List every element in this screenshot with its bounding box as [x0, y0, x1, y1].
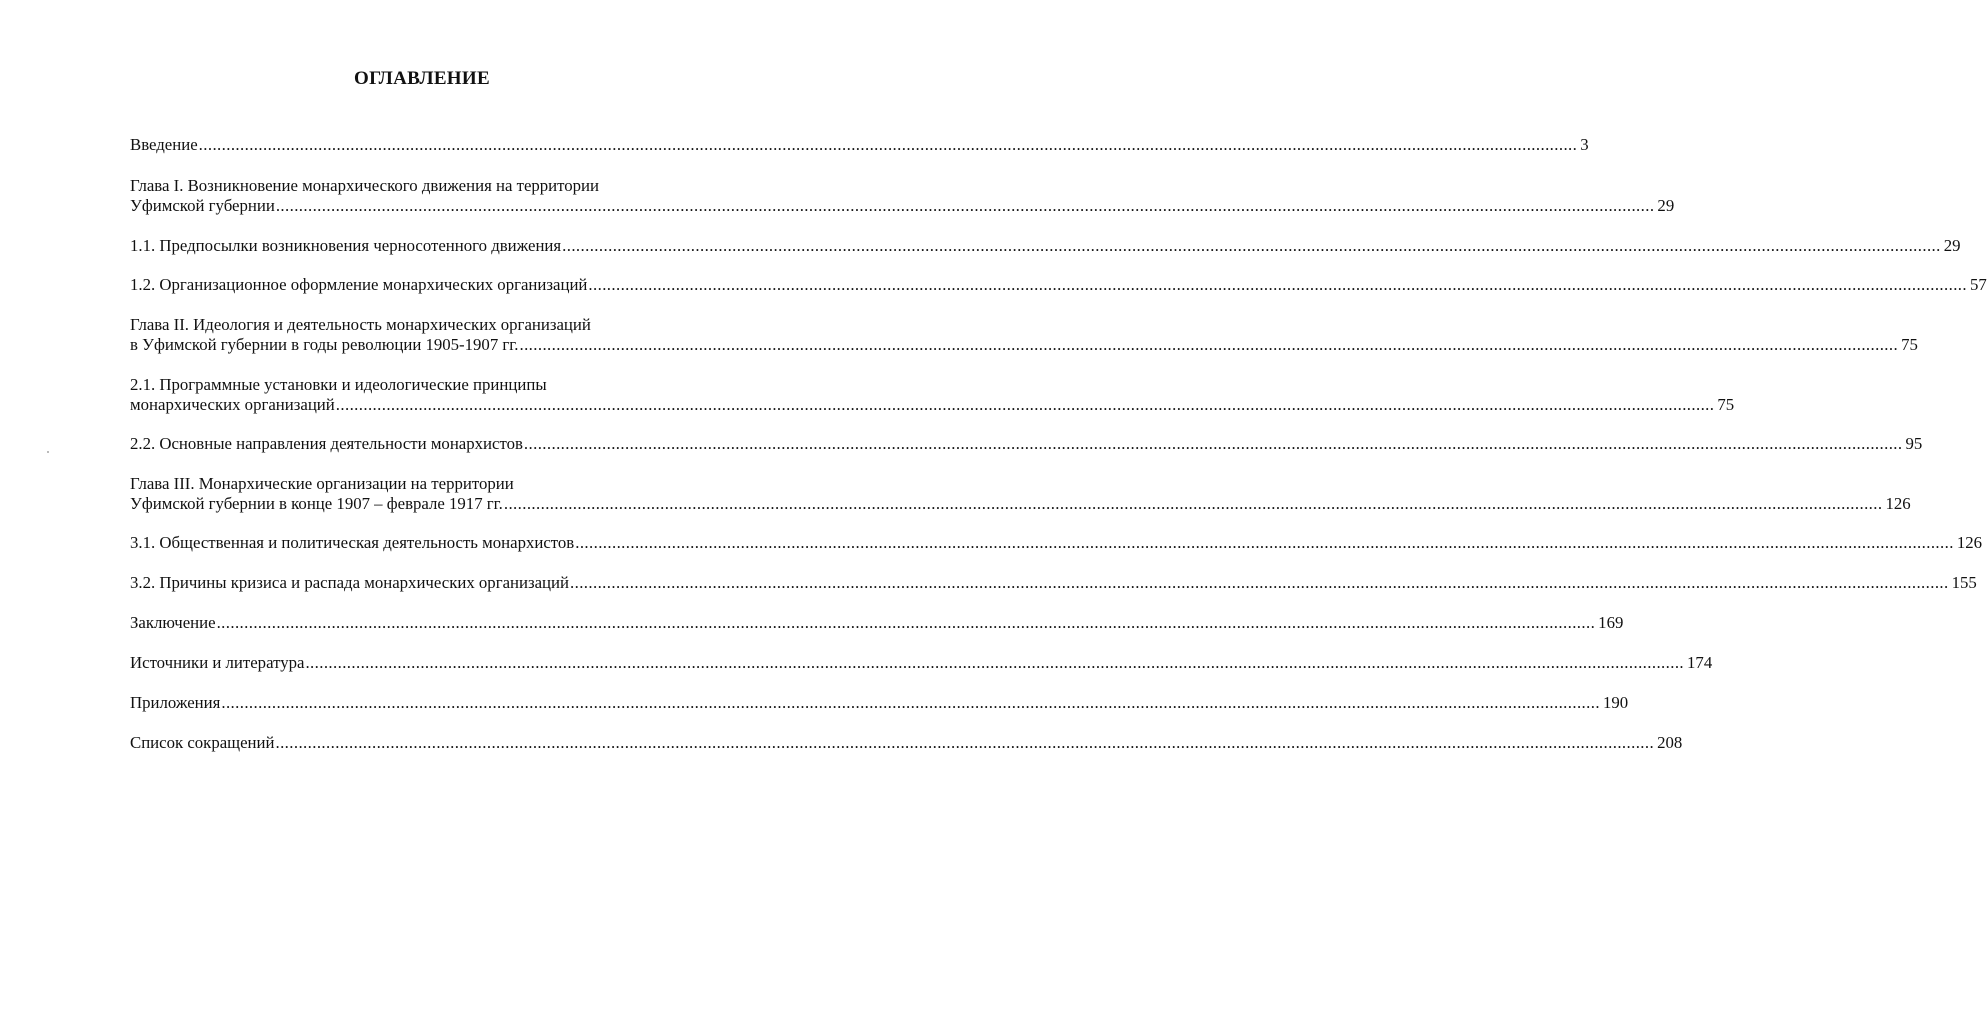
- toc-entry-conclusion: [130, 613, 1624, 633]
- toc-page-number: 57: [1970, 275, 1987, 294]
- dot-leader: ............................................................................................................................................................................................................................................................................................................: [305, 653, 1685, 672]
- toc-entry-section-1-2: [130, 275, 1987, 295]
- toc-entry-title: Глава II. Идеология и деятельность монархических организаций: [130, 315, 591, 334]
- toc-entry-title-cont: Уфимской губернии: [130, 196, 275, 215]
- toc-page-number: 75: [1901, 335, 1918, 354]
- toc-entry-title: Глава I. Возникновение монархического движения на территории: [130, 176, 600, 195]
- scan-speck: [47, 451, 49, 453]
- toc-entry-title-cont: монархических организаций: [130, 395, 335, 414]
- toc-page-number: 29: [1657, 196, 1675, 215]
- dot-leader: ............................................................................................................................................................................................................................................................................................................: [588, 275, 1967, 294]
- dot-leader: ............................................................................................................................................................................................................................................................................................................: [503, 494, 1883, 513]
- toc-entry-chapter-3: [130, 474, 1911, 514]
- toc-entry-title: Источники и литература: [130, 653, 305, 672]
- dot-leader: ............................................................................................................................................................................................................................................................................................................: [275, 196, 1655, 215]
- dot-leader: ............................................................................................................................................................................................................................................................................................................: [221, 693, 1600, 712]
- toc-page-number: 155: [1951, 573, 1977, 592]
- toc-entry-title: 3.2. Причины кризиса и распада монархических организаций: [130, 573, 570, 592]
- toc-page-number: 29: [1943, 236, 1961, 255]
- toc-page-number: 174: [1687, 653, 1713, 672]
- toc-entry-section-2-2: [130, 434, 1923, 454]
- toc-page-number: 95: [1905, 434, 1923, 453]
- toc-entry-title: 2.1. Программные установки и идеологические принципы: [130, 375, 547, 394]
- toc-entry-appendices: [130, 693, 1629, 713]
- toc-entry-section-3-1: [130, 533, 1982, 553]
- toc-entry-title: Глава III. Монархические организации на территории: [130, 474, 514, 493]
- toc-page-number: 3: [1580, 135, 1589, 154]
- toc-entry-title: Список сокращений: [130, 733, 275, 752]
- dot-leader: ............................................................................................................................................................................................................................................................................................................: [562, 236, 1941, 255]
- toc-entry-chapter-1: [130, 176, 1675, 216]
- dot-leader: ............................................................................................................................................................................................................................................................................................................: [519, 335, 1899, 354]
- toc-entry-title: 1.2. Организационное оформление монархических организаций: [130, 275, 588, 294]
- toc-page-number: 126: [1956, 533, 1982, 552]
- dot-leader: ............................................................................................................................................................................................................................................................................................................: [523, 434, 1903, 453]
- toc-entry-title: 2.2. Основные направления деятельности монархистов: [130, 434, 523, 453]
- toc-entry-section-1-1: [130, 236, 1961, 256]
- dot-leader: ............................................................................................................................................................................................................................................................................................................: [575, 533, 1954, 552]
- toc-entry-title: Заключение: [130, 613, 216, 632]
- toc-entry-introduction: [130, 135, 1589, 155]
- dot-leader: ............................................................................................................................................................................................................................................................................................................: [198, 135, 1578, 154]
- toc-entry-section-3-2: [130, 573, 1977, 593]
- dot-leader: ............................................................................................................................................................................................................................................................................................................: [335, 395, 1715, 414]
- toc-entry-abbreviations: [130, 733, 1683, 753]
- dot-leader: ............................................................................................................................................................................................................................................................................................................: [570, 573, 1949, 592]
- page-title: ОГЛАВЛЕНИЕ: [354, 68, 490, 89]
- toc-entry-sources: [130, 653, 1713, 673]
- toc-entry-section-2-1: [130, 375, 1735, 415]
- dot-leader: ............................................................................................................................................................................................................................................................................................................: [275, 733, 1655, 752]
- toc-entry-chapter-2: [130, 315, 1918, 355]
- toc-entry-title-cont: Уфимской губернии в конце 1907 – феврале 1917 гг.: [130, 494, 503, 513]
- toc-page-number: 208: [1657, 733, 1683, 752]
- toc-page-number: 190: [1602, 693, 1629, 712]
- toc-entry-title: Введение: [130, 135, 198, 154]
- toc-page-number: 169: [1598, 613, 1624, 632]
- toc-page-number: 126: [1885, 494, 1911, 513]
- dot-leader: ............................................................................................................................................................................................................................................................................................................: [216, 613, 1596, 632]
- toc-entry-title: 3.1. Общественная и политическая деятельность монархистов: [130, 533, 575, 552]
- toc-page-number: 75: [1717, 395, 1735, 414]
- toc-entry-title: 1.1. Предпосылки возникновения черносотенного движения: [130, 236, 562, 255]
- toc-entry-title: Приложения: [130, 693, 221, 712]
- toc-entry-title-cont: в Уфимской губернии в годы революции 1905-1907 гг.: [130, 335, 519, 354]
